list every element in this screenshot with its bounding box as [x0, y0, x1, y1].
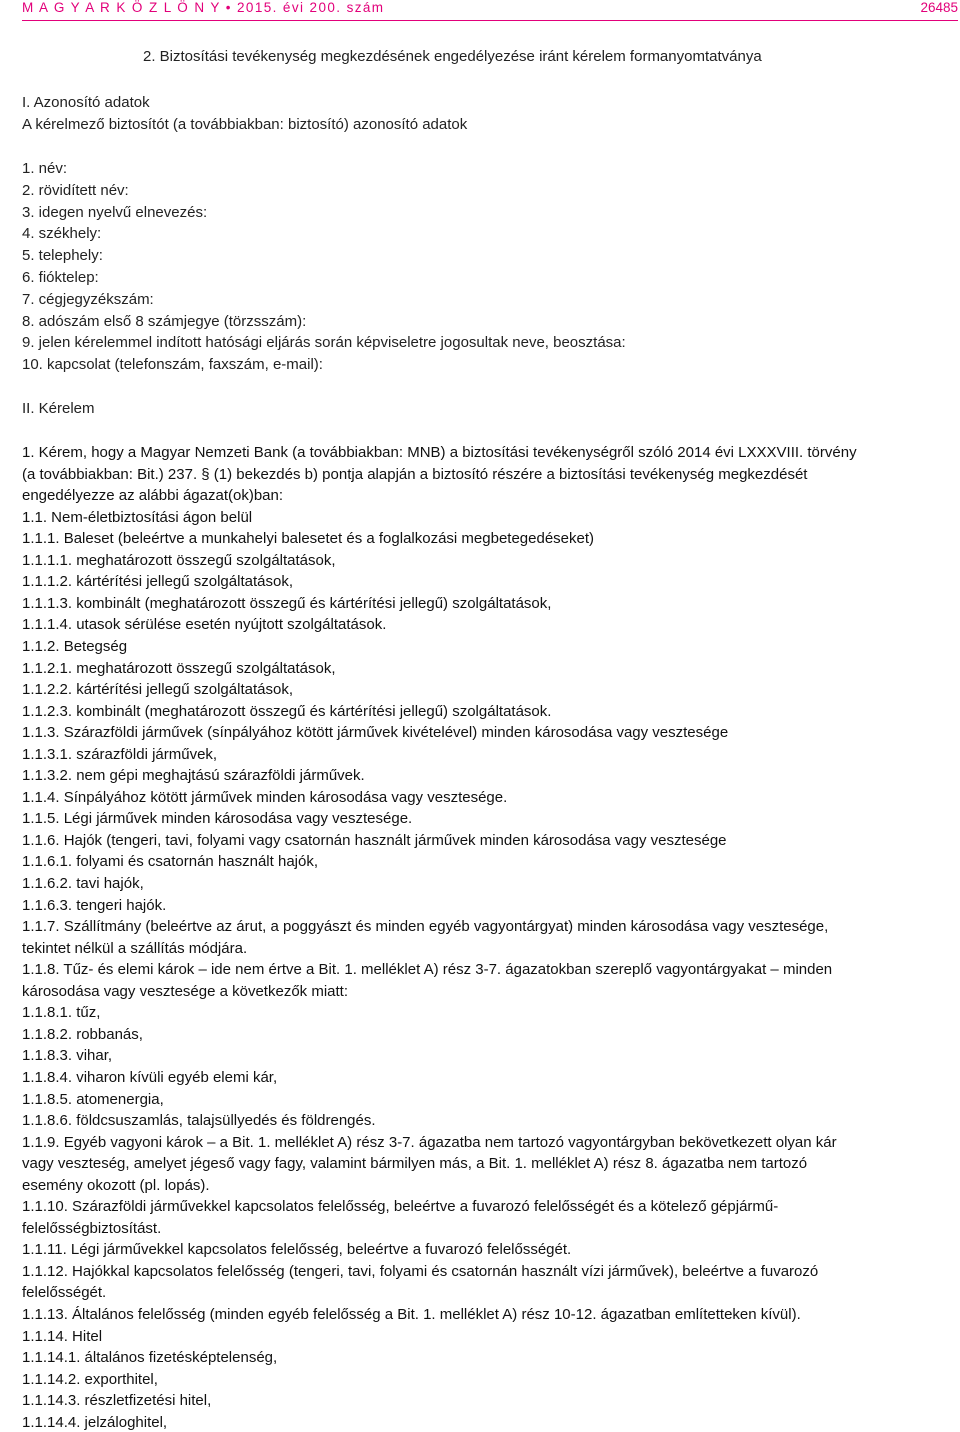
- request-line: 1.1.3.1. szárazföldi járművek,: [22, 745, 218, 763]
- section-2-heading: II. Kérelem: [22, 400, 95, 417]
- form-field-label: 4. székhely:: [22, 225, 102, 243]
- request-line: 1.1.1.4. utasok sérülése esetén nyújtott szolgáltatások.: [22, 616, 387, 634]
- request-line: felelősségbiztosítást.: [22, 1219, 162, 1237]
- request-line: 1.1.2. Betegség: [22, 637, 128, 655]
- section-1-subheading: A kérelmező biztosítót (a továbbiakban: biztosító) azonosító adatok: [22, 116, 468, 133]
- form-field-label: 2. rövidített név:: [22, 181, 129, 199]
- request-line: 1.1.8. Tűz- és elemi károk – ide nem értve a Bit. 1. melléklet A) rész 3-7. ágazatokban szereplő vagyontárgyakat – minden: [22, 961, 833, 979]
- form-field-label: 8. adószám első 8 számjegye (törzsszám):: [22, 312, 307, 330]
- request-line: engedélyezze az alábbi ágazat(ok)ban:: [22, 487, 284, 505]
- page-number: 26485: [920, 0, 958, 15]
- request-line: 1.1.2.1. meghatározott összegű szolgáltatások,: [22, 659, 336, 677]
- request-line: 1.1.14. Hitel: [22, 1327, 103, 1345]
- request-line: 1.1.8.2. robbanás,: [22, 1025, 143, 1043]
- form-field-label: 5. telephely:: [22, 247, 103, 265]
- request-line: tekintet nélkül a szállítás módjára.: [22, 939, 248, 957]
- request-line: 1. Kérem, hogy a Magyar Nemzeti Bank (a továbbiakban: MNB) a biztosítási tevékenységről szóló 2014 évi LXXXVIII. törvény: [22, 444, 857, 461]
- request-line: 1.1.8.5. atomenergia,: [22, 1090, 164, 1108]
- request-line: 1.1.12. Hajókkal kapcsolatos felelősség (tengeri, tavi, folyami és csatornán használt vízi járművek), beleértve a fuvarozó: [22, 1262, 819, 1280]
- request-line: 1.1.7. Szállítmány (beleértve az árut, a poggyászt és minden egyéb vagyontárgyat) minden károsodása vagy vesztesége,: [22, 918, 829, 936]
- running-title: M A G Y A R K Ö Z L Ö N Y • 2015. évi 200. szám: [22, 0, 385, 15]
- form-field-label: 6. fióktelep:: [22, 269, 99, 286]
- request-line: 1.1.8.1. tűz,: [22, 1004, 101, 1022]
- request-line: 1.1.1.1. meghatározott összegű szolgáltatások,: [22, 551, 336, 569]
- document-title: 2. Biztosítási tevékenység megkezdésének engedélyezése iránt kérelem formanyomtatványa: [143, 48, 762, 65]
- request-line: 1.1.2.2. kártérítési jellegű szolgáltatások,: [22, 681, 293, 699]
- request-line: (a továbbiakban: Bit.) 237. § (1) bekezdés b) pontja alapján a biztosító részére a biztosítási tevékenység megkezdését: [22, 465, 808, 483]
- request-line: 1.1.3. Szárazföldi járművek (sínpályához kötött járművek kivételével) minden károsodása vagy vesztesége: [22, 724, 729, 742]
- request-line: 1.1.6. Hajók (tengeri, tavi, folyami vagy csatornán használt járművek minden károsodása vagy vesztesége: [22, 831, 727, 849]
- request-line: 1.1.8.4. viharon kívüli egyéb elemi kár,: [22, 1068, 278, 1086]
- request-line: felelősségét.: [22, 1284, 107, 1302]
- request-line: 1.1.2.3. kombinált (meghatározott összegű és kártérítési jellegű) szolgáltatások.: [22, 702, 552, 720]
- request-line: 1.1.11. Légi járművekkel kapcsolatos felelősség, beleértve a fuvarozó felelősségét.: [22, 1241, 572, 1259]
- request-line: 1.1.6.2. tavi hajók,: [22, 875, 144, 892]
- request-line: 1.1.1.2. kártérítési jellegű szolgáltatások,: [22, 573, 293, 591]
- request-line: 1.1.14.3. részletfizetési hitel,: [22, 1392, 212, 1410]
- request-line: 1.1.3.2. nem gépi meghajtású szárazföldi járművek.: [22, 767, 365, 785]
- request-line: 1.1.10. Szárazföldi járművekkel kapcsolatos felelősség, beleértve a fuvarozó felelősségét és a kötelező gépjármű-: [22, 1198, 779, 1216]
- form-field-label: 7. cégjegyzékszám:: [22, 290, 154, 308]
- request-line: 1.1.4. Sínpályához kötött járművek minden károsodása vagy vesztesége.: [22, 788, 508, 806]
- request-line: vagy veszteség, amelyet jégeső vagy fagy, valamint bármilyen más, a Bit. 1. melléklet A) rész 8. ágazatba nem tartozó: [22, 1155, 808, 1173]
- request-line: 1.1.1. Baleset (beleértve a munkahelyi balesetet és a foglalkozási megbetegedéseket): [22, 530, 595, 548]
- request-line: 1.1.13. Általános felelősség (minden egyéb felelősség a Bit. 1. melléklet A) rész 10-12. ágazatban említetteken kívül).: [22, 1306, 801, 1323]
- form-field-label: 10. kapcsolat (telefonszám, faxszám, e-mail):: [22, 356, 323, 374]
- request-line: károsodása vagy vesztesége a következők miatt:: [22, 982, 349, 1000]
- request-line: 1.1.8.6. földcsuszamlás, talajsüllyedés és földrengés.: [22, 1112, 376, 1130]
- request-line: 1.1.14.2. exporthitel,: [22, 1370, 158, 1388]
- request-line: 1.1.6.1. folyami és csatornán használt hajók,: [22, 853, 319, 871]
- request-line: 1.1.5. Légi járművek minden károsodása vagy vesztesége.: [22, 810, 413, 828]
- section-1-heading: I. Azonosító adatok: [22, 94, 150, 111]
- request-line: 1.1.9. Egyéb vagyoni károk – a Bit. 1. melléklet A) rész 3-7. ágazatba nem tartozó vagyontárgyban bekövetkezett olyan kár: [22, 1133, 837, 1151]
- form-field-label: 3. idegen nyelvű elnevezés:: [22, 203, 208, 221]
- request-line: 1.1.14.1. általános fizetésképtelenség,: [22, 1349, 278, 1367]
- request-line: 1.1.1.3. kombinált (meghatározott összegű és kártérítési jellegű) szolgáltatások,: [22, 594, 552, 612]
- running-header: [22, 0, 958, 18]
- request-line: 1.1.6.3. tengeri hajók.: [22, 896, 167, 914]
- request-line: 1.1.8.3. vihar,: [22, 1047, 113, 1065]
- form-field-label: 1. név:: [22, 160, 68, 177]
- header-rule: [22, 20, 958, 21]
- request-line: esemény okozott (pl. lopás).: [22, 1176, 210, 1194]
- request-line: 1.1.14.4. jelzáloghitel,: [22, 1413, 168, 1431]
- form-field-label: 9. jelen kérelemmel indított hatósági eljárás során képviseletre jogosultak neve, beosztása:: [22, 334, 626, 352]
- request-line: 1.1. Nem-életbiztosítási ágon belül: [22, 508, 253, 526]
